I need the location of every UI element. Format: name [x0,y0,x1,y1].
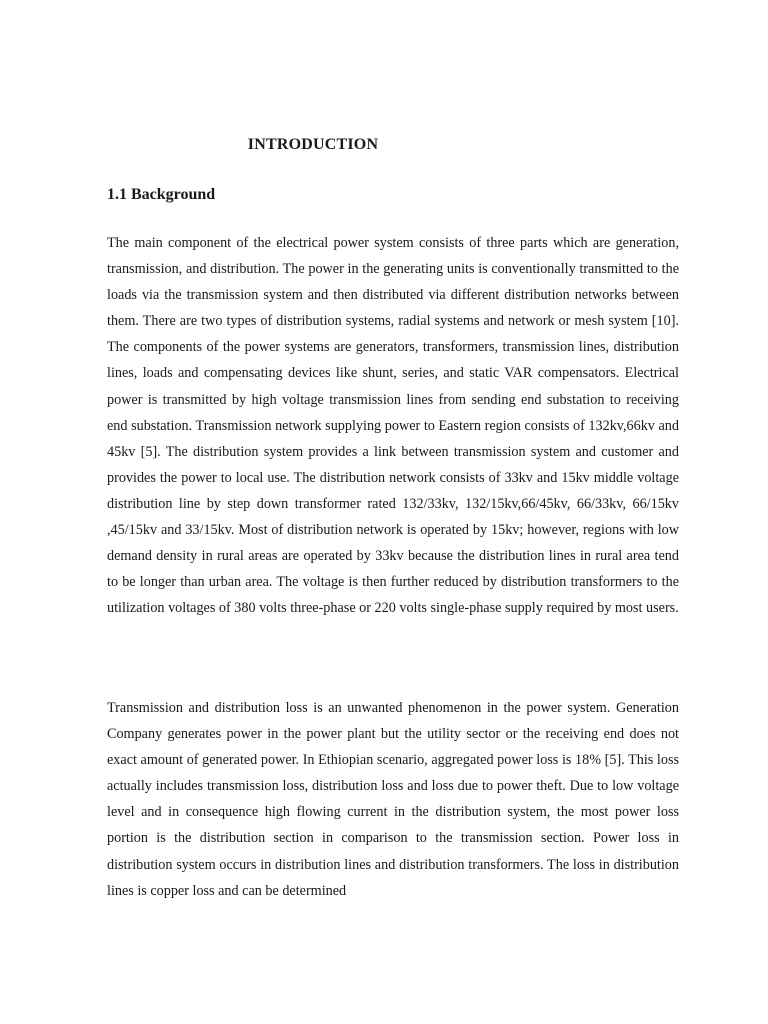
chapter-title: INTRODUCTION [247,136,379,153]
section-heading: 1.1 Background [107,186,216,203]
body-paragraph: Transmission and distribution loss is an unwanted phenomenon in the power system. Generation Company generates power in the power plant but the utility sector or the receiving end does not exact amount of generated power. In Ethiopian scenario, aggregated power loss is 18% [5]. This loss actually includes transmission loss, distribution loss and loss due to power theft. Due to low voltage level and in consequence high flowing current in the distribution system, the most power loss portion is the distribution section in comparison to the transmission section. Power loss in distribution system occurs in distribution lines and distribution transformers. The loss in distribution lines is copper loss and can be determined [107,700,679,899]
body-paragraph: The main component of the electrical power system consists of three parts which are generation, transmission, and distribution. The power in the generating units is conventionally transmitted to the loads via the transmission system and then distributed via different distribution networks between them. There are two types of distribution systems, radial systems and network or mesh system [10]. The components of the power systems are generators, transformers, transmission lines, distribution lines, loads and compensating devices like shunt, series, and static VAR compensators. Electrical power is transmitted by high voltage transmission lines from sending end substation to receiving end substation. Transmission network supplying power to Eastern region consists of 132kv,66kv and 45kv [5]. The distribution system provides a link between transmission system and customer and provides the power to local use. The distribution network consists of 33kv and 15kv middle voltage distribution line by step down transformer rated 132/33kv, 132/15kv,66/45kv, 66/33kv, 66/15kv ,45/15kv and 33/15kv. Most of distribution network is operated by 15kv; however, regions with low demand density in rural areas are operated by 33kv because the distribution lines in rural area tend to be longer than urban area. The voltage is then further reduced by distribution transformers to the utilization voltages of 380 volts three-phase or 220 volts single-phase supply required by most users. [107,235,679,617]
